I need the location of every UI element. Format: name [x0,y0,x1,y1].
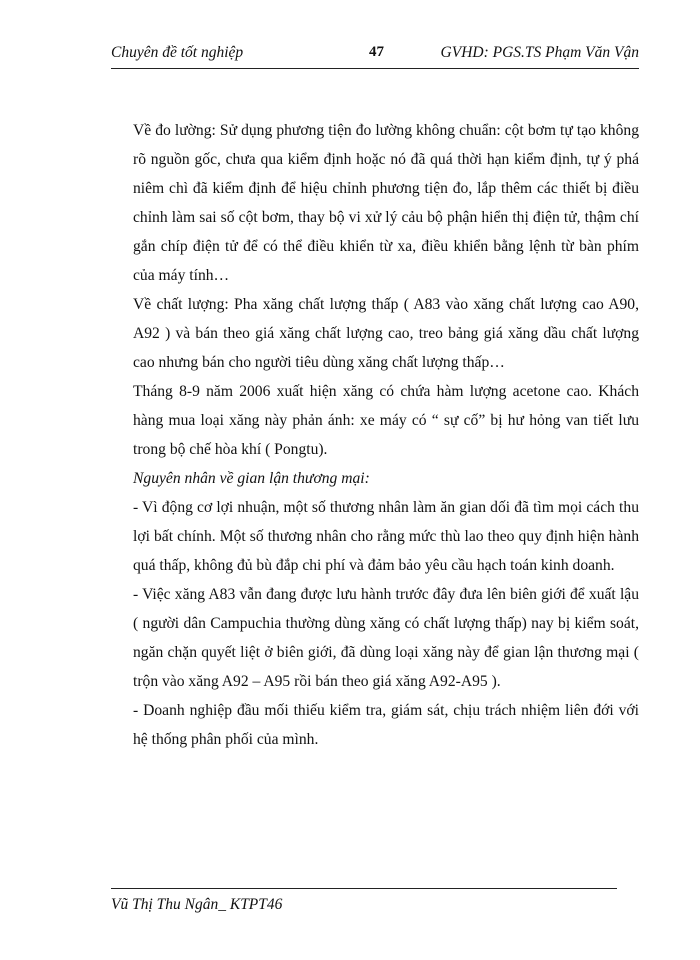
paragraph-a83-smuggling: - Việc xăng A83 vẫn đang được lưu hành trước đây đưa lên biên giới để xuất lậu ( người dân Campuchia thường dùng xăng có chất lượng thấp) nay bị kiểm soát, ngăn chặn quyết liệt ở biên giới, đã dùng loại xăng này để gian lận thương mại ( trộn vào xăng A92 – A95 rồi bán theo giá xăng A92-A95 ). [133,586,639,690]
paragraph-profit-motive: - Vì động cơ lợi nhuận, một số thương nhân làm ăn gian dối đã tìm mọi cách thu lợi bất chính. Một số thương nhân cho rằng mức thù lao theo quy định hiện hành quá thấp, không đủ bù đắp chi phí và đảm bảo yêu cầu hạch toán kinh doanh. [133,499,639,574]
footer-divider [111,888,617,889]
body-content [133,116,639,754]
paragraph-quality: Về chất lượng: Pha xăng chất lượng thấp ( A83 vào xăng chất lượng cao A90, A92 ) và bán theo giá xăng chất lượng cao, treo bảng giá xăng dầu chất lượng cao nhưng bán cho người tiêu dùng xăng chất lượng thấp… [133,296,639,371]
section-heading-causes: Nguyên nhân về gian lận thương mại: [133,470,370,487]
header-document-type: Chuyên đề tốt nghiệp [111,44,244,61]
paragraph-acetone: Tháng 8-9 năm 2006 xuất hiện xăng có chứa hàm lượng acetone cao. Khách hàng mua loại xăng này phản ánh: xe máy có “ sự cố” bị hư hỏng van tiết lưu trong bộ chế hòa khí ( Pongtu). [133,383,639,458]
footer-author: Vũ Thị Thu Ngân_ KTPT46 [111,896,283,913]
paragraph-wholesaler-oversight: - Doanh nghiệp đầu mối thiếu kiểm tra, giám sát, chịu trách nhiệm liên đới với hệ thống phân phối của mình. [133,702,639,748]
header-page-number: 47 [369,44,384,60]
paragraph-measurement: Về đo lường: Sử dụng phương tiện đo lường không chuẩn: cột bơm tự tạo không rõ nguồn gốc, chưa qua kiểm định hoặc nó đã quá thời hạn kiểm định, tự ý phá niêm chì đã kiểm định để hiệu chỉnh phương tiện đo, lắp thêm các thiết bị điều chỉnh làm sai số cột bơm, thay bộ vi xử lý cảu bộ phận hiển thị điện tử, thậm chí gắn chíp điện tử để có thể điều khiển từ xa, điều khiển bằng lệnh từ bàn phím của máy tính… [133,122,639,284]
header-advisor: GVHD: PGS.TS Phạm Văn Vận [440,44,639,61]
page-header [111,42,639,69]
